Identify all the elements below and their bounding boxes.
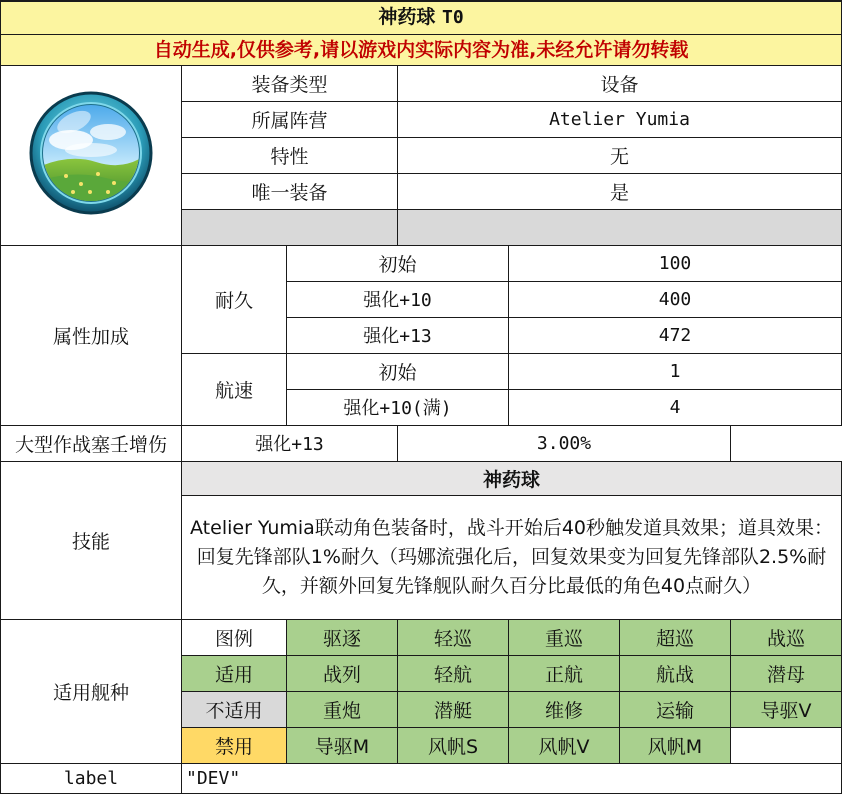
stats-section-label: 属性加成	[1, 245, 182, 425]
info-value: 设备	[398, 65, 842, 101]
ship-type-cell: 潜艇	[398, 691, 509, 727]
stat-speed-label: 航速	[182, 353, 287, 425]
ship-type-cell: 导驱V	[731, 691, 842, 727]
stat-level: 强化+10(满)	[287, 389, 509, 425]
page-title	[1, 1, 842, 34]
stat-value: 4	[509, 389, 842, 425]
ship-type-cell: 战列	[287, 655, 398, 691]
special-stat-level: 强化+13	[182, 425, 398, 461]
legend-title: 图例	[182, 619, 287, 655]
stat-value: 100	[509, 245, 842, 281]
info-label: 唯一装备	[182, 173, 398, 209]
empty-cell	[182, 209, 398, 245]
stat-level: 初始	[287, 353, 509, 389]
legend-applicable: 适用	[182, 655, 287, 691]
ship-type-cell: 潜母	[731, 655, 842, 691]
equipment-icon-cell	[1, 65, 182, 245]
empty-cell	[398, 209, 842, 245]
ship-type-cell: 超巡	[620, 619, 731, 655]
ship-type-cell: 风帆V	[509, 727, 620, 763]
skill-name: 神药球	[182, 461, 842, 495]
ship-type-cell	[731, 727, 842, 763]
ship-type-cell: 维修	[509, 691, 620, 727]
ship-type-cell: 航战	[620, 655, 731, 691]
ship-type-cell: 导驱M	[287, 727, 398, 763]
stat-durability-label: 耐久	[182, 245, 287, 353]
ship-type-cell: 风帆M	[620, 727, 731, 763]
special-stat-label: 大型作战塞壬增伤	[1, 425, 182, 461]
stat-value: 400	[509, 281, 842, 317]
ship-type-cell: 重巡	[509, 619, 620, 655]
skill-section-label: 技能	[1, 461, 182, 619]
legend-forbidden: 禁用	[182, 727, 287, 763]
stat-level: 强化+10	[287, 281, 509, 317]
stat-level: 强化+13	[287, 317, 509, 353]
info-label: 特性	[182, 137, 398, 173]
info-label: 装备类型	[182, 65, 398, 101]
ship-type-cell: 轻航	[398, 655, 509, 691]
stat-value: 1	[509, 353, 842, 389]
tier-badge: T0	[441, 7, 464, 29]
special-stat-value: 3.00%	[398, 425, 731, 461]
ship-type-cell: 重炮	[287, 691, 398, 727]
ship-type-cell: 正航	[509, 655, 620, 691]
footer-label: label	[1, 763, 182, 793]
ship-type-cell: 战巡	[731, 619, 842, 655]
glass-orb-meadow-icon	[26, 88, 156, 218]
equipment-name: 神药球	[378, 6, 436, 29]
info-value: Atelier Yumia	[398, 101, 842, 137]
stat-value: 472	[509, 317, 842, 353]
disclaimer: 自动生成,仅供参考,请以游戏内实际内容为准,未经允许请勿转载	[1, 34, 842, 65]
info-value: 无	[398, 137, 842, 173]
footer-value: "DEV"	[182, 763, 842, 793]
ship-type-cell: 驱逐	[287, 619, 398, 655]
ship-type-cell: 风帆S	[398, 727, 509, 763]
legend-not-applicable: 不适用	[182, 691, 287, 727]
stat-level: 初始	[287, 245, 509, 281]
skill-description: Atelier Yumia联动角色装备时，战斗开始后40秒触发道具效果；道具效果：回复先锋部队1%耐久（玛娜流强化后，回复效果变为回复先锋部队2.5%耐久，并额外回复先锋舰队耐久百分比最低的角色40点耐久）	[182, 495, 842, 619]
info-label: 所属阵营	[182, 101, 398, 137]
ships-section-label: 适用舰种	[1, 619, 182, 763]
info-value: 是	[398, 173, 842, 209]
ship-type-cell: 轻巡	[398, 619, 509, 655]
ship-type-cell: 运输	[620, 691, 731, 727]
